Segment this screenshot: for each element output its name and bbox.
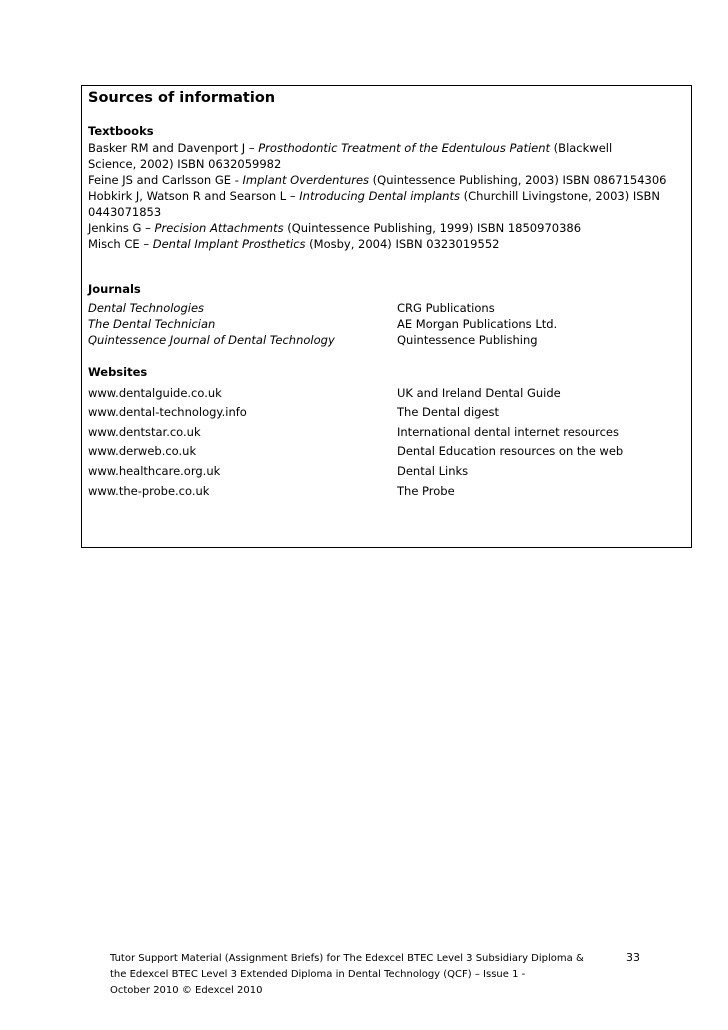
website-url-2: www.dental-technology.info bbox=[88, 405, 247, 419]
website-desc-1: UK and Ireland Dental Guide bbox=[397, 386, 561, 400]
website-url-6: www.the-probe.co.uk bbox=[88, 484, 210, 498]
website-url-5: www.healthcare.org.uk bbox=[88, 464, 221, 478]
textbook-entry-3: Hobkirk J, Watson R and Searson L – Introducing Dental implants (Churchill Livingstone, 2003) ISBN bbox=[88, 189, 661, 203]
textbook-entry-2: Feine JS and Carlsson GE - Implant Overdentures (Quintessence Publishing, 2003) ISBN 0867154306 bbox=[88, 173, 667, 187]
journal-publisher-3: Quintessence Publishing bbox=[397, 333, 538, 347]
website-desc-6: The Probe bbox=[397, 484, 455, 498]
textbook-entry-1-cont: Science, 2002) ISBN 0632059982 bbox=[88, 157, 282, 171]
textbook-entry-3-cont: 0443071853 bbox=[88, 205, 162, 219]
page-number: 33 bbox=[626, 951, 640, 964]
website-url-4: www.derweb.co.uk bbox=[88, 444, 197, 458]
journal-name-1: Dental Technologies bbox=[88, 301, 205, 315]
section-title: Sources of information bbox=[88, 90, 276, 106]
page-footer bbox=[110, 951, 620, 999]
journal-publisher-1: CRG Publications bbox=[397, 301, 495, 315]
website-desc-5: Dental Links bbox=[397, 464, 469, 478]
sources-of-information-box bbox=[81, 85, 692, 548]
websites-heading: Websites bbox=[88, 365, 148, 379]
website-desc-2: The Dental digest bbox=[397, 405, 500, 419]
journals-heading: Journals bbox=[88, 282, 141, 296]
website-url-3: www.dentstar.co.uk bbox=[88, 425, 201, 439]
footer-line-1: Tutor Support Material (Assignment Briefs) for The Edexcel BTEC Level 3 Subsidiary Diploma & bbox=[110, 953, 584, 964]
footer-line-3: October 2010 © Edexcel 2010 bbox=[110, 985, 263, 996]
textbook-entry-1: Basker RM and Davenport J – Prosthodontic Treatment of the Edentulous Patient (Blackwell bbox=[88, 141, 613, 155]
website-url-1: www.dentalguide.co.uk bbox=[88, 386, 222, 400]
journal-name-2: The Dental Technician bbox=[88, 317, 216, 331]
textbook-entry-4: Jenkins G – Precision Attachments (Quintessence Publishing, 1999) ISBN 1850970386 bbox=[88, 221, 582, 235]
website-desc-3: International dental internet resources bbox=[397, 425, 619, 439]
textbooks-heading: Textbooks bbox=[88, 124, 154, 138]
website-desc-4: Dental Education resources on the web bbox=[397, 444, 624, 458]
textbook-entry-5: Misch CE – Dental Implant Prosthetics (Mosby, 2004) ISBN 0323019552 bbox=[88, 237, 500, 251]
journal-publisher-2: AE Morgan Publications Ltd. bbox=[397, 317, 558, 331]
footer-line-2: the Edexcel BTEC Level 3 Extended Diploma in Dental Technology (QCF) – Issue 1 - bbox=[110, 969, 526, 980]
journal-name-3: Quintessence Journal of Dental Technology bbox=[88, 333, 335, 347]
